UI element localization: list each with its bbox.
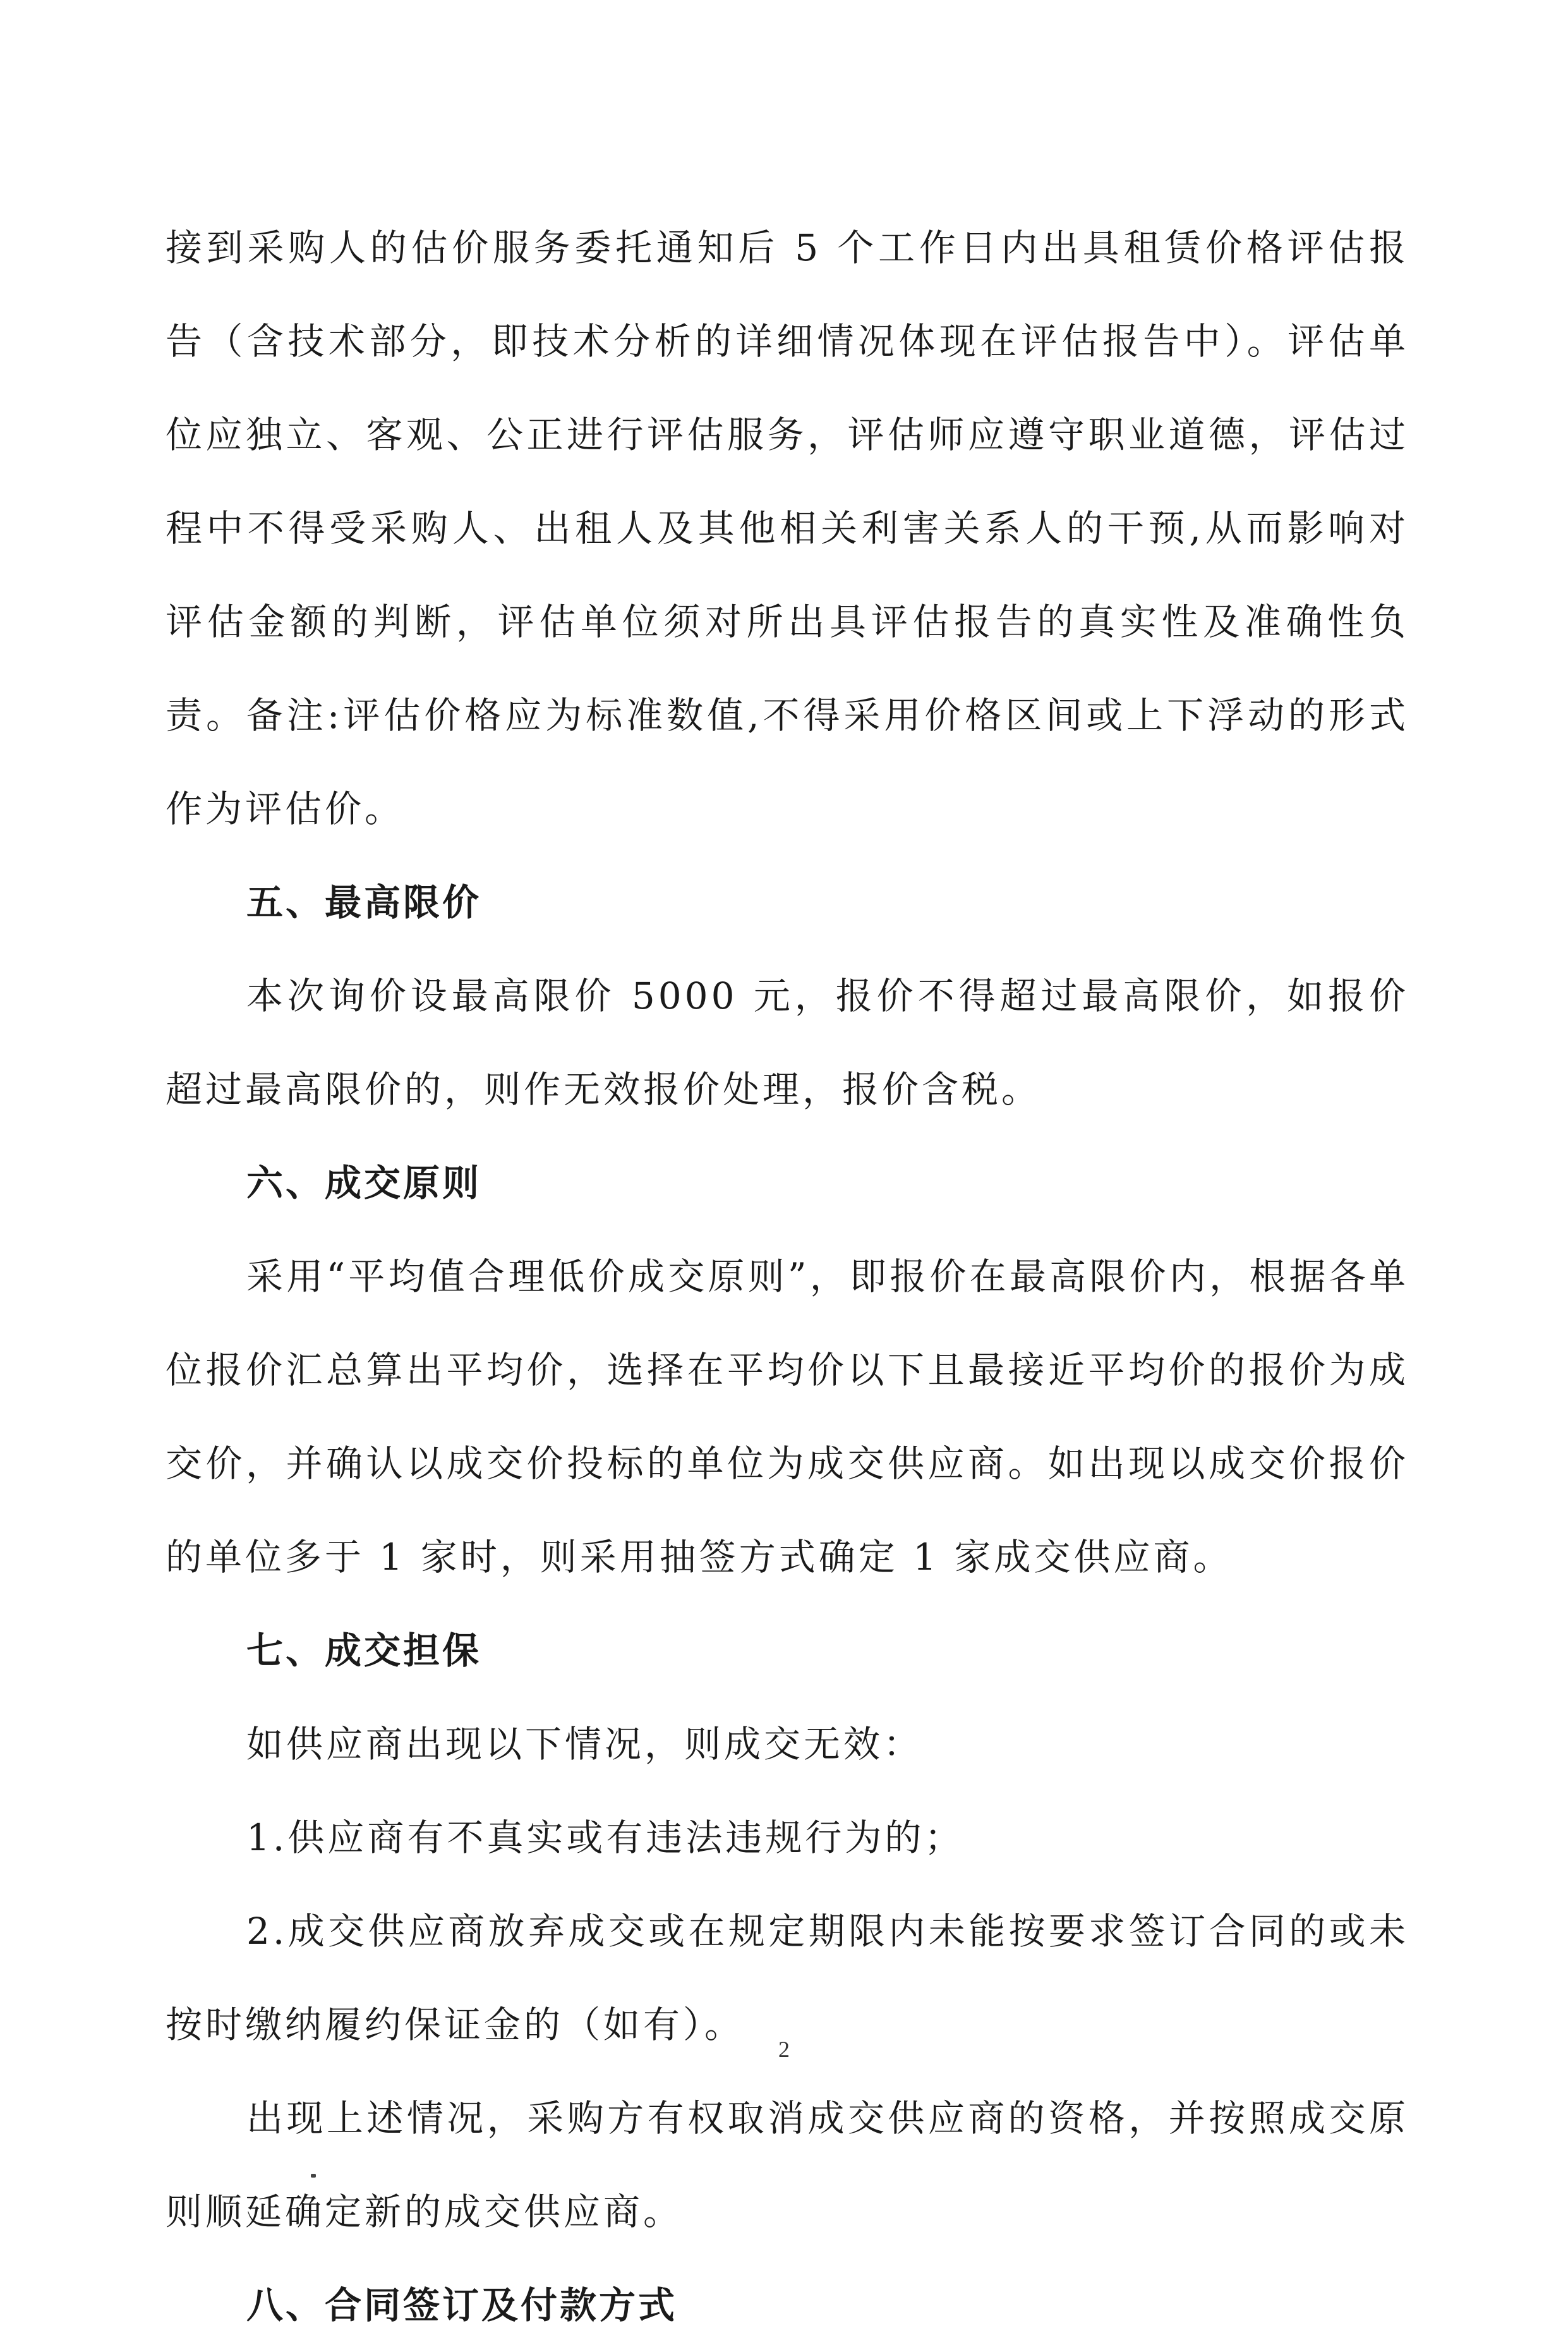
document-body: [166, 201, 1409, 2352]
section-heading-contract-payment: 八、合同签订及付款方式: [246, 2284, 678, 2327]
scan-artifact-dot: [311, 2174, 316, 2178]
section-heading-price-limit: 五、最高限价: [246, 881, 482, 924]
page-number: 2: [778, 2037, 790, 2062]
section-heading-award-principle: 六、成交原则: [246, 1161, 482, 1204]
award-guarantee-conclusion: 出现上述情况，采购方有权取消成交供应商的资格，并按照成交原则顺延确定新的成交供应商。: [166, 2097, 1409, 2233]
price-limit-paragraph: 本次询价设最高限价 5000 元，报价不得超过最高限价，如报价超过最高限价的，则作无效报价处理，报价含税。: [166, 974, 1409, 1111]
section-heading-award-guarantee: 七、成交担保: [246, 1629, 482, 1672]
intro-paragraph: 接到采购人的估价服务委托通知后 5 个工作日内出具租赁价格评估报告（含技术部分，即技术分析的详细情况体现在评估报告中）。评估单位应独立、客观、公正进行评估服务，评估师应遵守职业道德，评估过程中不得受采购人、出租人及其他相关利害关系人的干预,从而影响对评估金额的判断，评估单位须对所出具评估报告的真实性及准确性负责。备注:评估价格应为标准数值,不得采用价格区间或上下浮动的形式作为评估价。: [166, 226, 1409, 830]
award-guarantee-intro: 如供应商出现以下情况，则成交无效：: [246, 1723, 924, 1766]
award-guarantee-item-1: 1.供应商有不真实或有违法违规行为的；: [246, 1816, 965, 1859]
award-guarantee-item-2: 2.成交供应商放弃成交或在规定期限内未能按要求签订合同的或未按时缴纳履约保证金的（如有）。: [166, 1910, 1409, 2046]
award-principle-paragraph: 采用“平均值合理低价成交原则”，即报价在最高限价内，根据各单位报价汇总算出平均价，选择在平均价以下且最接近平均价的报价为成交价，并确认以成交价投标的单位为成交供应商。如出现以成交价报价的单位多于 1 家时，则采用抽签方式确定 1 家成交供应商。: [166, 1255, 1409, 1579]
